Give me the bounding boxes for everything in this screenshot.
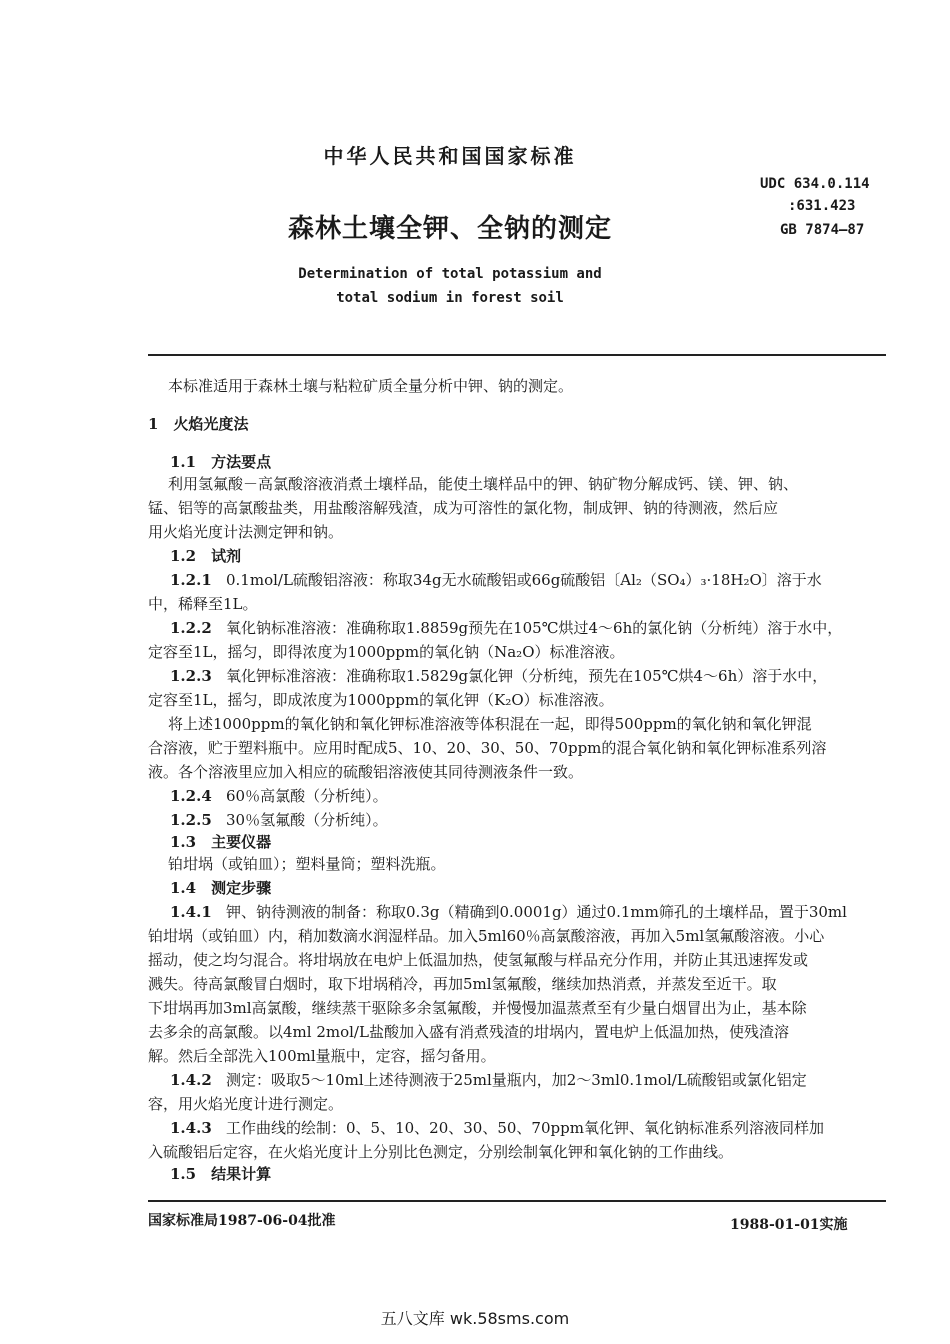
document-title: 森林土壤全钾、全钠的测定 (287, 214, 612, 244)
approval-date: 国家标准局1987-06-04批准 (148, 1213, 336, 1229)
clause-number: 1.2.5 (170, 811, 212, 829)
paragraph-line: 铂坩埚（或铂皿）内，稍加数滴水润湿样品。加入5ml60％高氯酸溶液，再加入5ml氢氟酸溶液。小心 (148, 927, 825, 945)
national-standard-heading: 中华人民共和国国家标准 (323, 144, 577, 168)
clause-number: 1.2.4 (170, 787, 212, 805)
clause-1-2-5 (170, 808, 908, 832)
paragraph-line: 将上述1000ppm的氧化钠和氧化钾标准溶液等体积混在一起，即得500ppm的氧化钠和氧化钾混 (168, 715, 812, 733)
clause-number: 1.2.3 (170, 667, 212, 685)
clause-number: 1.2.2 (170, 619, 212, 637)
udc-code-continued: :631.423 (788, 198, 856, 214)
english-title-line-2: total sodium in forest soil (336, 290, 564, 306)
gb-number: GB 7874—87 (780, 222, 865, 238)
clause-text: 氧化钠标准溶液：准确称取1.8859g预先在105℃烘过4～6h的氯化钠（分析纯）溶于水中， (226, 619, 843, 637)
section-1-4-heading: 1.4 测定步骤 (170, 879, 272, 897)
paragraph-line: 解。然后全部洗入100ml量瓶中，定容，摇匀备用。 (148, 1047, 496, 1065)
clause-text: 工作曲线的绘制：0、5、10、20、30、50、70ppm氧化钾、氧化钠标准系列溶液同样加 (226, 1119, 824, 1137)
clause-1-4-3 (170, 1116, 908, 1140)
clause-text: 钾、钠待测液的制备：称取0.3g（精确到0.0001g）通过0.1mm筛孔的土壤样品，置于30ml (226, 903, 847, 921)
section-1-5-heading: 1.5 结果计算 (170, 1165, 272, 1183)
clause-1-2-2 (170, 616, 908, 640)
clause-1-2-3 (170, 664, 908, 688)
effective-date: 1988-01-01实施 (730, 1217, 848, 1233)
paragraph-line: 铂坩埚（或铂皿）；塑料量筒；塑料洗瓶。 (168, 855, 446, 873)
clause-text: 氧化钾标准溶液：准确称取1.5829g氯化钾（分析纯，预先在105℃烘4～6h）溶于水中， (226, 667, 828, 685)
paragraph-line: 合溶液，贮于塑料瓶中。应用时配成5、10、20、30、50、70ppm的混合氧化钠和氧化钾标准系列溶 (148, 739, 827, 757)
section-1-2-heading: 1.2 试剂 (170, 547, 242, 565)
english-title-line-1: Determination of total potassium and (298, 266, 602, 282)
clause-text: 测定：吸取5～10ml上述待测液于25ml量瓶内，加2～3ml0.1mol/L硫酸铝或氯化铝定 (226, 1071, 807, 1089)
paragraph-line: 溅失。待高氯酸冒白烟时，取下坩埚稍冷，再加5ml氢氟酸，继续加热消煮，并蒸发至近干。取 (148, 975, 777, 993)
clause-1-4-1 (170, 900, 908, 924)
paragraph-line: 定容至1L，摇匀，即成浓度为1000ppm的氧化钾（K₂O）标准溶液。 (148, 691, 614, 709)
clause-1-2-4 (170, 784, 908, 808)
paragraph-line: 定容至1L，摇匀，即得浓度为1000ppm的氧化钠（Na₂O）标准溶液。 (148, 643, 625, 661)
paragraph-line: 摇动，使之均匀混合。将坩埚放在电炉上低温加热，使氢氟酸与样品充分作用，并防止其迅速挥发或 (148, 951, 809, 969)
section-1-1-heading: 1.1 方法要点 (170, 453, 272, 471)
paragraph-line: 容，用火焰光度计进行测定。 (148, 1095, 344, 1113)
udc-code: UDC 634.0.114 (760, 176, 870, 192)
paragraph-line: 利用氢氟酸－高氯酸溶液消煮土壤样品，能使土壤样品中的钾、钠矿物分解成钙、镁、钾、钠、 (168, 475, 799, 493)
clause-number: 1.4.2 (170, 1071, 212, 1089)
clause-text: 0.1mol/L硫酸铝溶液：称取34g无水硫酸铝或66g硫酸铝〔Al₂（SO₄）₃·18H₂O〕溶于水 (226, 571, 822, 589)
paragraph-line: 锰、铝等的高氯酸盐类，用盐酸溶解残渣，成为可溶性的氯化物，制成钾、钠的待测液，然后应 (148, 499, 779, 517)
clause-text: 60％高氯酸（分析纯）。 (226, 787, 388, 805)
clause-number: 1.4.1 (170, 903, 212, 921)
watermark-text: 五八文库 wk.58sms.com (380, 1309, 570, 1328)
clause-number: 1.4.3 (170, 1119, 212, 1137)
paragraph-line: 下坩埚再加3ml高氯酸，继续蒸干驱除多余氢氟酸，并慢慢加温蒸煮至有少量白烟冒出为止，基本除 (148, 999, 807, 1017)
bottom-divider (148, 1200, 886, 1202)
section-1-3-heading: 1.3 主要仪器 (170, 833, 272, 851)
top-divider (148, 354, 886, 356)
paragraph-line: 去多余的高氯酸。以4ml 2mol/L盐酸加入盛有消煮残渣的坩埚内，置电炉上低温加热，使残渣溶 (148, 1023, 789, 1041)
clause-1-4-2 (170, 1068, 908, 1092)
clause-number: 1.2.1 (170, 571, 212, 589)
clause-text: 30％氢氟酸（分析纯）。 (226, 811, 388, 829)
scope-paragraph: 本标准适用于森林土壤与粘粒矿质全量分析中钾、钠的测定。 (168, 377, 574, 395)
section-1-heading: 1 火焰光度法 (148, 415, 249, 433)
paragraph-line: 液。各个溶液里应加入相应的硫酸铝溶液使其同待测液条件一致。 (148, 763, 584, 781)
paragraph-line: 入硫酸铝后定容，在火焰光度计上分别比色测定，分别绘制氧化钾和氧化钠的工作曲线。 (148, 1143, 734, 1161)
paragraph-line: 用火焰光度计法测定钾和钠。 (148, 523, 344, 541)
paragraph-line: 中，稀释至1L。 (148, 595, 258, 613)
clause-1-2-1 (170, 568, 908, 592)
